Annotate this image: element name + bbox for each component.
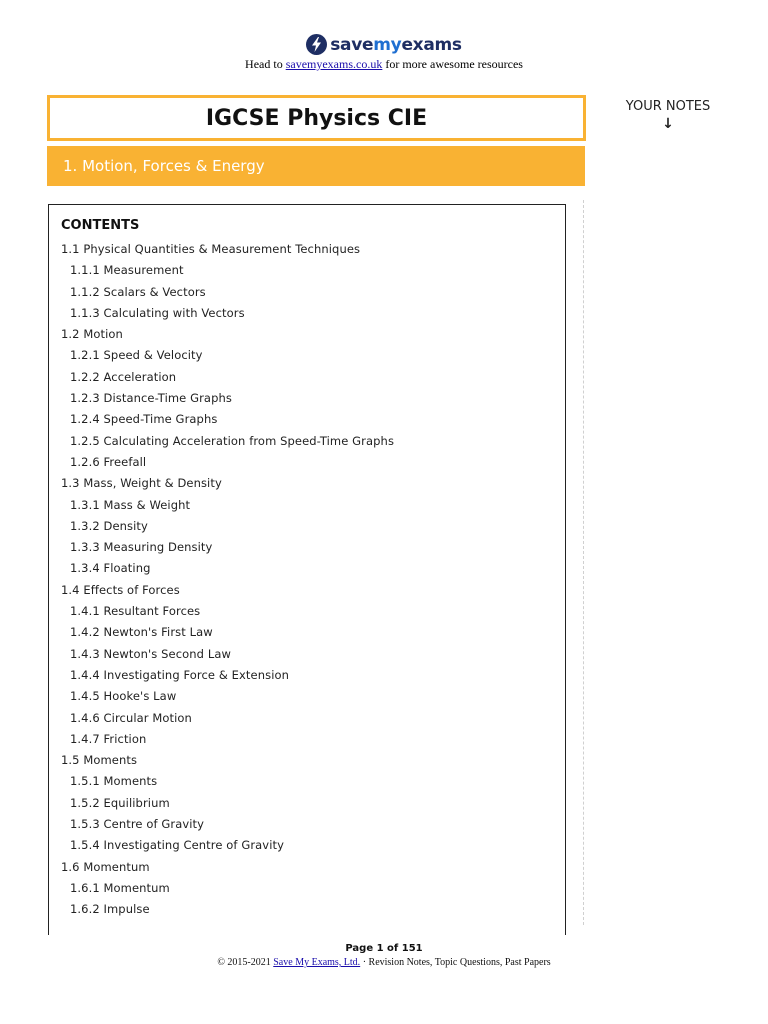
footer-copyright <box>0 957 768 968</box>
toc-subsection-link[interactable]: 1.2.3 Distance-Time Graphs <box>70 391 232 406</box>
logo-word-my: my <box>373 34 402 55</box>
toc-subsection-link[interactable]: 1.2.4 Speed-Time Graphs <box>70 412 218 427</box>
section-title: 1. Motion, Forces & Energy <box>63 157 265 175</box>
document-title: IGCSE Physics CIE <box>205 105 428 131</box>
toc-section-link[interactable]: 1.6 Momentum <box>61 859 150 874</box>
toc-section-link[interactable]: 1.5 Moments <box>61 753 138 768</box>
toc-subsection-link[interactable]: 1.1.3 Calculating with Vectors <box>70 305 245 320</box>
header-tagline <box>0 57 768 72</box>
toc-subsection-link[interactable]: 1.4.2 Newton's First Law <box>70 625 213 640</box>
toc-subsection-link[interactable]: 1.4.4 Investigating Force & Extension <box>70 667 290 682</box>
toc-subsection-link[interactable]: 1.5.2 Equilibrium <box>70 795 170 810</box>
toc-subsection-link[interactable]: 1.3.2 Density <box>70 518 148 533</box>
head-suffix: for more awesome resources <box>382 57 523 71</box>
toc-subsection-link[interactable]: 1.5.1 Moments <box>70 774 158 789</box>
copyright-suffix: · Revision Notes, Topic Questions, Past Papers <box>360 957 551 968</box>
lightning-bolt-icon <box>306 34 327 55</box>
brand-wordmark <box>330 35 462 55</box>
notes-divider <box>583 200 584 925</box>
logo-word-save: save <box>330 34 374 55</box>
toc-subsection-link[interactable]: 1.4.3 Newton's Second Law <box>70 646 231 661</box>
toc-subsection-link[interactable]: 1.2.5 Calculating Acceleration from Speed-Time Graphs <box>70 433 395 448</box>
table-of-contents <box>49 239 394 921</box>
toc-subsection-link[interactable]: 1.4.7 Friction <box>70 731 147 746</box>
copyright-prefix: © 2015-2021 <box>217 957 274 968</box>
toc-subsection-link[interactable]: 1.1.2 Scalars & Vectors <box>70 284 206 299</box>
toc-subsection-link[interactable]: 1.5.4 Investigating Centre of Gravity <box>70 838 285 853</box>
toc-subsection-link[interactable]: 1.3.4 Floating <box>70 561 151 576</box>
toc-subsection-link[interactable]: 1.2.1 Speed & Velocity <box>70 348 203 363</box>
toc-subsection-link[interactable]: 1.3.3 Measuring Density <box>70 540 213 555</box>
website-link[interactable]: savemyexams.co.uk <box>285 57 383 71</box>
toc-subsection-link[interactable]: 1.2.6 Freefall <box>70 454 147 469</box>
logo-word-exams: exams <box>401 34 462 55</box>
toc-subsection-link[interactable]: 1.4.1 Resultant Forces <box>70 604 201 619</box>
toc-section-link[interactable]: 1.4 Effects of Forces <box>61 582 180 597</box>
toc-subsection-link[interactable]: 1.4.6 Circular Motion <box>70 710 192 725</box>
brand-logo[interactable] <box>0 34 768 55</box>
toc-subsection-link[interactable]: 1.3.1 Mass & Weight <box>70 497 191 512</box>
toc-subsection-link[interactable]: 1.2.2 Acceleration <box>70 369 177 384</box>
toc-subsection-link[interactable]: 1.4.5 Hooke's Law <box>70 689 177 704</box>
document-title-box <box>47 95 586 141</box>
company-link[interactable]: Save My Exams, Ltd. <box>273 957 361 968</box>
toc-section-link[interactable]: 1.3 Mass, Weight & Density <box>61 476 222 491</box>
page-number: Page 1 of 151 <box>345 943 423 954</box>
contents-panel <box>48 204 566 935</box>
your-notes-label: YOUR NOTES <box>625 99 711 114</box>
section-header-bar <box>47 146 585 186</box>
contents-heading: CONTENTS <box>61 218 140 233</box>
arrow-down-icon: ↓ <box>662 116 674 132</box>
toc-subsection-link[interactable]: 1.6.1 Momentum <box>70 880 170 895</box>
toc-subsection-link[interactable]: 1.6.2 Impulse <box>70 902 150 917</box>
toc-subsection-link[interactable]: 1.5.3 Centre of Gravity <box>70 817 205 832</box>
head-prefix: Head to <box>245 57 286 71</box>
toc-section-link[interactable]: 1.1 Physical Quantities & Measurement Techniques <box>61 242 361 256</box>
toc-subsection-link[interactable]: 1.1.1 Measurement <box>70 263 184 278</box>
toc-section-link[interactable]: 1.2 Motion <box>61 327 123 342</box>
